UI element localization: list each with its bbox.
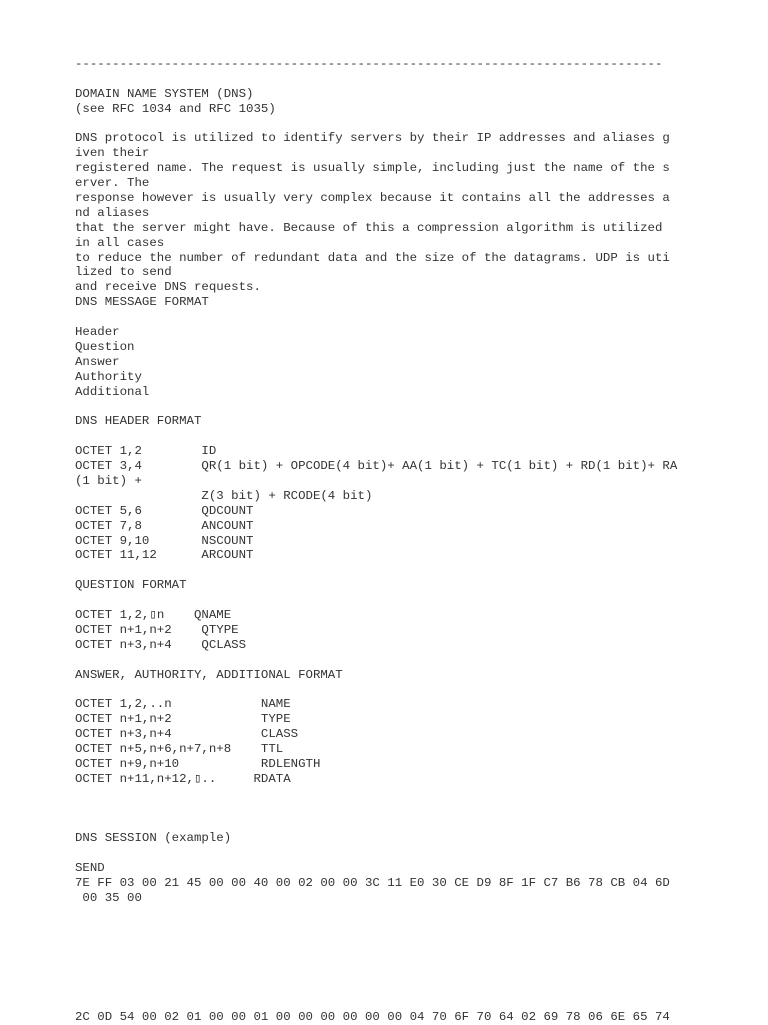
document-line: to reduce the number of redundant data and the size of the datagrams. UDP is uti [75,250,670,265]
document-line: OCTET n+3,n+4 CLASS [75,727,299,742]
document-line: QUESTION FORMAT [75,578,187,593]
document-line: DNS HEADER FORMAT [75,414,202,429]
document-line [75,653,675,668]
document-line [75,921,675,936]
document-line: Authority [75,369,142,384]
document-line: OCTET n+11,n+12,▯.. RDATA [75,771,291,786]
document-line: erver. The [75,176,150,191]
document-line: DOMAIN NAME SYSTEM (DNS) [75,86,254,101]
document-line: OCTET 1,2 ID [75,444,217,459]
document-line: 2C 0D 54 00 02 01 00 00 01 00 00 00 00 00 00 04 70 6F 70 64 02 69 78 06 6E 65 74 [75,1010,670,1024]
document-line: OCTET n+9,n+10 RDLENGTH [75,756,321,771]
document-line: (see RFC 1034 and RFC 1035) [75,101,276,116]
document-line: Answer [75,354,120,369]
document-line: nd aliases [75,205,150,220]
document-line: OCTET 11,12 ARCOUNT [75,548,254,563]
document-line [75,906,675,921]
document-line: OCTET n+3,n+4 QCLASS [75,637,247,652]
document-line [75,563,675,578]
document-line: registered name. The request is usually simple, including just the name of the s [75,161,670,176]
document-line: OCTET n+1,n+2 TYPE [75,712,291,727]
document-line: Question [75,339,135,354]
document-line: ANSWER, AUTHORITY, ADDITIONAL FORMAT [75,667,343,682]
document-line: DNS protocol is utilized to identify servers by their IP addresses and aliases g [75,131,670,146]
document-line: OCTET 3,4 QR(1 bit) + OPCODE(4 bit)+ AA(1 bit) + TC(1 bit) + RD(1 bit)+ RA [75,459,678,474]
document-line [75,816,675,831]
document-line [75,846,675,861]
document-line: lized to send [75,265,172,280]
document-line: 00 35 00 [75,890,142,905]
document-line: 7E FF 03 00 21 45 00 00 40 00 02 00 00 3C 11 E0 30 CE D9 8F 1F C7 B6 78 CB 04 6D [75,875,670,890]
document-line: ------------------------------------------------------------------------------- [75,57,663,71]
document-line: OCTET n+1,n+2 QTYPE [75,622,239,637]
document-line [75,802,675,817]
document-text [75,57,678,1025]
document-line [75,995,675,1010]
document-line: SEND [75,861,105,876]
document-line: DNS SESSION (example) [75,831,232,846]
document-line [75,950,675,965]
document-line: Header [75,325,120,340]
document-line [75,980,675,995]
document-line: Additional [75,384,150,399]
document-line: OCTET 7,8 ANCOUNT [75,518,254,533]
document-line: OCTET 1,2,▯n QNAME [75,607,232,622]
document-line: that the server might have. Because of this a compression algorithm is utilized [75,220,663,235]
document-line [75,117,675,132]
document-line [75,72,675,87]
document-line: OCTET n+5,n+6,n+7,n+8 TTL [75,741,284,756]
document-line [75,965,675,980]
document-line: OCTET 5,6 QDCOUNT [75,503,254,518]
document-line [75,593,675,608]
document-line: Z(3 bit) + RCODE(4 bit) [75,488,373,503]
document-line [75,936,675,951]
document-line: DNS MESSAGE FORMAT [75,295,209,310]
document-line: in all cases [75,235,165,250]
document-line: response however is usually very complex because it contains all the addresses a [75,191,670,206]
document-line: OCTET 9,10 NSCOUNT [75,533,254,548]
document-line [75,399,675,414]
document-line: OCTET 1,2,..n NAME [75,697,291,712]
document-line [75,429,675,444]
document-line: and receive DNS requests. [75,280,261,295]
document-line [75,682,675,697]
document-line: iven their [75,146,150,161]
document-line: (1 bit) + [75,473,142,488]
document-line [75,787,675,802]
document-line [75,310,675,325]
